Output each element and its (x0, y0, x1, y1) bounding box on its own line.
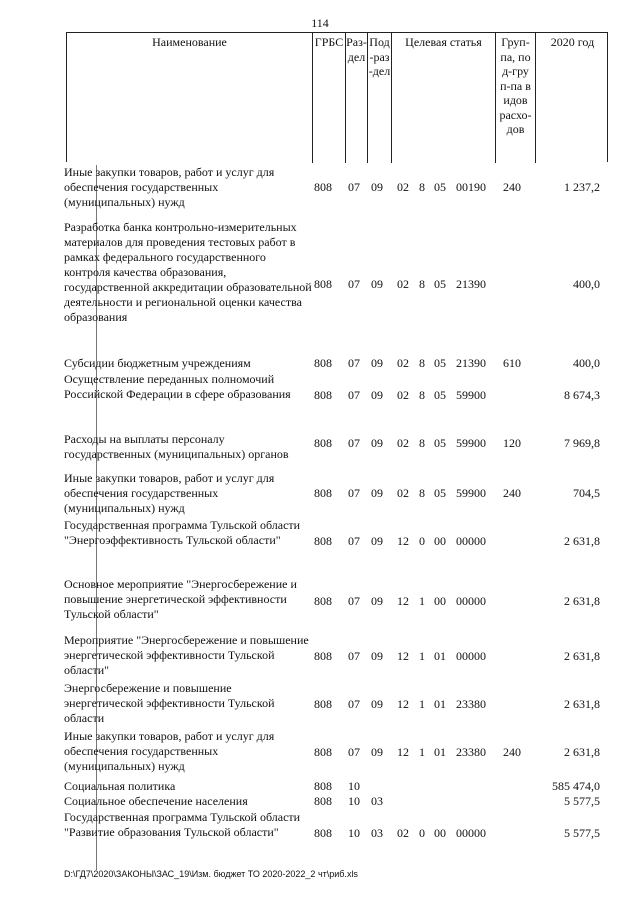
row-podrazdel: 09 (371, 649, 383, 663)
row-razdel: 07 (348, 388, 360, 402)
row-grbs: 808 (314, 594, 332, 608)
row-cs-direction: 00000 (456, 534, 486, 548)
row-cs-event: 05 (434, 388, 446, 402)
row-razdel: 07 (348, 649, 360, 663)
row-cs-event: 01 (434, 649, 446, 663)
row-amount: 2 631,8 (564, 649, 600, 663)
header-grbs: ГРБС (313, 33, 346, 163)
header-razdel: Раз-дел (346, 33, 368, 163)
row-podrazdel: 09 (371, 745, 383, 759)
row-grbs: 808 (314, 277, 332, 291)
row-podrazdel: 03 (371, 794, 383, 808)
row-grbs: 808 (314, 356, 332, 370)
row-razdel: 07 (348, 180, 360, 194)
row-cs-subprogram: 1 (419, 594, 425, 608)
row-razdel: 10 (348, 794, 360, 808)
row-cs-direction: 23380 (456, 697, 486, 711)
row-name: Государственная программа Тульской области "Развитие образования Тульской области" (64, 810, 301, 839)
row-group: 240 (503, 486, 521, 500)
row-cs-event: 05 (434, 277, 446, 291)
row-cs-event: 00 (434, 594, 446, 608)
row-razdel: 07 (348, 745, 360, 759)
row-amount: 585 474,0 (552, 779, 600, 793)
row-name: Основное мероприятие "Энергосбережение и повышение энергетической эффективности Тульской области" (64, 577, 297, 621)
row-cs-subprogram: 8 (419, 388, 425, 402)
row-podrazdel: 09 (371, 534, 383, 548)
row-name: Разработка банка контрольно-измерительных материалов для проведения тестовых работ в рамках федерального государственного контроля качества образования, государственной аккредитации образовательной деятельности и региональной оценки качества образования (64, 220, 312, 324)
row-podrazdel: 09 (371, 697, 383, 711)
row-razdel: 07 (348, 356, 360, 370)
row-cs-subprogram: 0 (419, 534, 425, 548)
row-cs-direction: 00000 (456, 594, 486, 608)
row-podrazdel: 09 (371, 277, 383, 291)
row-grbs: 808 (314, 697, 332, 711)
row-grbs: 808 (314, 486, 332, 500)
row-amount: 2 631,8 (564, 745, 600, 759)
row-amount: 2 631,8 (564, 594, 600, 608)
row-cs-subprogram: 8 (419, 356, 425, 370)
row-cs-event: 05 (434, 356, 446, 370)
row-name: Иные закупки товаров, работ и услуг для обеспечения государственных (муниципальных) нужд (64, 165, 275, 209)
row-razdel: 10 (348, 779, 360, 793)
row-amount: 8 674,3 (564, 388, 600, 402)
header-group: Груп-па, под-груп-па видов расхо-дов (496, 33, 536, 163)
row-podrazdel: 09 (371, 594, 383, 608)
row-grbs: 808 (314, 388, 332, 402)
row-cs-program: 12 (397, 697, 409, 711)
row-cs-direction: 59900 (456, 388, 486, 402)
page-number: 114 (311, 16, 329, 30)
row-name: Расходы на выплаты персоналу государственных (муниципальных) органов (64, 432, 289, 461)
row-cs-program: 02 (397, 826, 409, 840)
row-cs-subprogram: 1 (419, 745, 425, 759)
row-cs-program: 12 (397, 649, 409, 663)
row-amount: 5 577,5 (564, 826, 600, 840)
row-podrazdel: 09 (371, 388, 383, 402)
row-grbs: 808 (314, 649, 332, 663)
row-name: Иные закупки товаров, работ и услуг для обеспечения государственных (муниципальных) нужд (64, 471, 275, 515)
row-cs-subprogram: 1 (419, 649, 425, 663)
row-cs-direction: 21390 (456, 356, 486, 370)
row-cs-program: 02 (397, 356, 409, 370)
file-path-footer: D:\ГД7\2020\ЗАКОНЫ\ЗАС_19\Изм. бюджет ТО 2020-2022_2 чт\риб.xls (64, 869, 358, 879)
row-cs-program: 02 (397, 388, 409, 402)
row-cs-program: 12 (397, 745, 409, 759)
row-cs-event: 00 (434, 534, 446, 548)
row-cs-direction: 21390 (456, 277, 486, 291)
row-cs-direction: 59900 (456, 436, 486, 450)
row-podrazdel: 09 (371, 356, 383, 370)
row-cs-program: 02 (397, 180, 409, 194)
row-grbs: 808 (314, 794, 332, 808)
row-name: Государственная программа Тульской области "Энергоэффективность Тульской области" (64, 518, 301, 547)
row-grbs: 808 (314, 779, 332, 793)
row-amount: 400,0 (573, 277, 600, 291)
row-grbs: 808 (314, 436, 332, 450)
row-grbs: 808 (314, 534, 332, 548)
row-cs-direction: 00000 (456, 649, 486, 663)
row-cs-subprogram: 8 (419, 180, 425, 194)
row-amount: 5 577,5 (564, 794, 600, 808)
row-amount: 2 631,8 (564, 534, 600, 548)
row-cs-event: 01 (434, 697, 446, 711)
row-cs-program: 02 (397, 277, 409, 291)
row-cs-subprogram: 0 (419, 826, 425, 840)
row-name: Энергосбережение и повышение энергетической эффективности Тульской области (64, 681, 275, 725)
row-podrazdel: 09 (371, 436, 383, 450)
row-name: Мероприятие "Энергосбережение и повышение энергетической эффективности Тульской области" (64, 633, 309, 677)
header-year: 2020 год (550, 35, 595, 49)
row-cs-event: 01 (434, 745, 446, 759)
row-grbs: 808 (314, 745, 332, 759)
header-target: Целевая статья (392, 33, 496, 163)
row-cs-subprogram: 1 (419, 697, 425, 711)
row-name: Социальное обеспечение населения (64, 794, 248, 808)
row-amount: 704,5 (573, 486, 600, 500)
row-cs-program: 12 (397, 534, 409, 548)
row-cs-subprogram: 8 (419, 486, 425, 500)
row-razdel: 10 (348, 826, 360, 840)
row-amount: 1 237,2 (564, 180, 600, 194)
row-amount: 2 631,8 (564, 697, 600, 711)
row-amount: 7 969,8 (564, 436, 600, 450)
row-cs-program: 12 (397, 594, 409, 608)
row-cs-event: 05 (434, 180, 446, 194)
row-cs-event: 05 (434, 436, 446, 450)
row-group: 120 (503, 436, 521, 450)
row-cs-direction: 59900 (456, 486, 486, 500)
row-group: 240 (503, 180, 521, 194)
row-razdel: 07 (348, 697, 360, 711)
row-razdel: 07 (348, 486, 360, 500)
row-razdel: 07 (348, 534, 360, 548)
row-podrazdel: 03 (371, 826, 383, 840)
row-name: Социальная политика (64, 779, 176, 793)
row-razdel: 07 (348, 436, 360, 450)
row-cs-program: 02 (397, 436, 409, 450)
row-cs-event: 05 (434, 486, 446, 500)
row-group: 240 (503, 745, 521, 759)
row-cs-direction: 23380 (456, 745, 486, 759)
row-razdel: 07 (348, 277, 360, 291)
row-cs-direction: 00190 (456, 180, 486, 194)
row-cs-direction: 00000 (456, 826, 486, 840)
row-name: Осуществление переданных полномочий Российской Федерации в сфере образования (64, 372, 291, 401)
row-grbs: 808 (314, 826, 332, 840)
row-name: Иные закупки товаров, работ и услуг для обеспечения государственных (муниципальных) нужд (64, 729, 275, 773)
header-podrazdel: Под-раз-дел (368, 33, 392, 163)
row-cs-subprogram: 8 (419, 436, 425, 450)
row-grbs: 808 (314, 180, 332, 194)
row-cs-event: 00 (434, 826, 446, 840)
row-razdel: 07 (348, 594, 360, 608)
row-group: 610 (503, 356, 521, 370)
row-cs-program: 02 (397, 486, 409, 500)
row-podrazdel: 09 (371, 180, 383, 194)
row-name: Субсидии бюджетным учреждениям (64, 356, 251, 370)
row-cs-subprogram: 8 (419, 277, 425, 291)
header-name: Наименование (67, 33, 313, 163)
row-podrazdel: 09 (371, 486, 383, 500)
row-amount: 400,0 (573, 356, 600, 370)
